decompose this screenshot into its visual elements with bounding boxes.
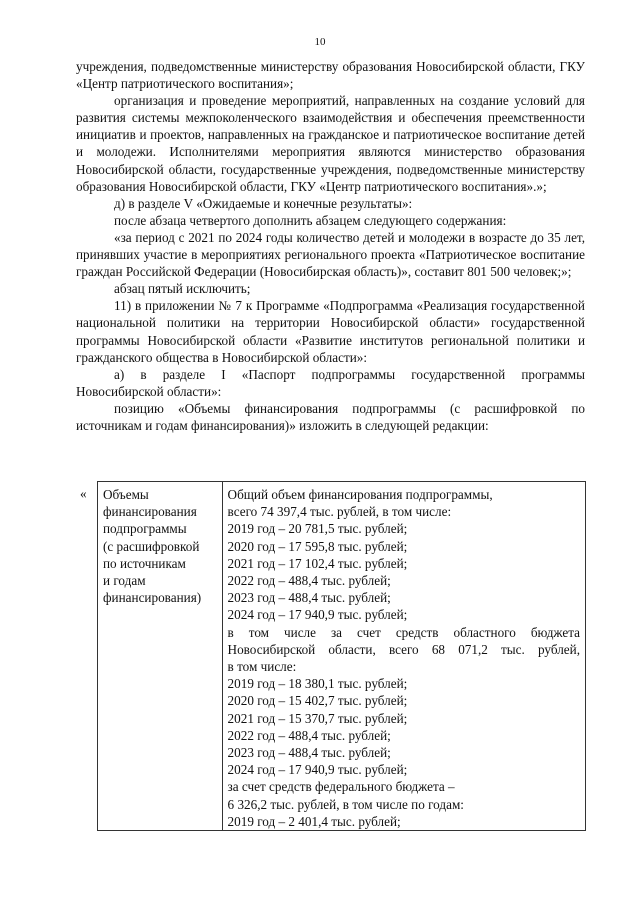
value-line: 2019 год – 2 401,4 тыс. рублей; [227, 813, 401, 829]
value-line: 2020 год – 15 402,7 тыс. рублей; [227, 693, 408, 709]
value-line: 2022 год – 488,4 тыс. рублей; [227, 727, 391, 743]
label-line: (с расшифровкой [103, 538, 200, 554]
value-line: 2024 год – 17 940,9 тыс. рублей; [227, 607, 408, 623]
opening-quote: « [80, 486, 87, 501]
value-line: 2021 год – 15 370,7 тыс. рублей; [227, 710, 408, 726]
value-line: за счет средств федерального бюджета – [227, 779, 455, 795]
value-line: 2019 год – 20 781,5 тыс. рублей; [227, 521, 408, 537]
value-line: Новосибирской области, всего 68 071,2 тыс. рублей, [227, 641, 580, 657]
value-line: 2023 год – 488,4 тыс. рублей; [227, 745, 391, 761]
value-line: 2024 год – 17 940,9 тыс. рублей; [227, 762, 408, 778]
value-line: в том числе: [227, 659, 297, 675]
value-line: 2019 год – 18 380,1 тыс. рублей; [227, 676, 408, 692]
document-body [76, 58, 585, 434]
financing-table [97, 481, 586, 831]
value-line: всего 74 397,4 тыс. рублей, в том числе: [227, 504, 452, 520]
label-line: Объемы [103, 487, 149, 502]
value-line: 2023 год – 488,4 тыс. рублей; [227, 590, 391, 606]
table-cell-value [222, 482, 585, 831]
value-line: 2021 год – 17 102,4 тыс. рублей; [227, 555, 408, 571]
value-line: 6 326,2 тыс. рублей, в том числе по годам: [227, 796, 464, 812]
paragraph: абзац пятый исключить; [114, 281, 251, 297]
paragraph: 11) в приложении № 7 к Программе «Подпрограмма «Реализация государственной национальной политики на территории Новосибирской области» государственной программы Новосибирской области «Развитие институтов региональной политики и гражданского общества в Новосибирской области»: [76, 298, 585, 365]
label-line: финансирования) [103, 590, 202, 606]
page-number: 10 [314, 36, 326, 48]
value-line: 2022 год – 488,4 тыс. рублей; [227, 573, 391, 589]
paragraph: д) в разделе V «Ожидаемые и конечные результаты»: [114, 195, 413, 211]
paragraph: а) в разделе I «Паспорт подпрограммы государственной программы Новосибирской области»: [76, 366, 585, 399]
table-cell-label [98, 482, 223, 831]
value-line: Общий объем финансирования подпрограммы, [227, 487, 493, 502]
label-line: и годам [103, 573, 146, 589]
value-line: 2020 год – 17 595,8 тыс. рублей; [227, 538, 408, 554]
paragraph: после абзаца четвертого дополнить абзацем следующего содержания: [114, 212, 507, 228]
paragraph: «за период с 2021 по 2024 годы количество детей и молодежи в возрасте до 35 лет, принявших участие в мероприятиях регионального проекта «Патриотическое воспитание граждан Российской Федерации (Новосибирская область)», составит 801 500 человек;»; [76, 229, 585, 280]
label-line: финансирования [103, 504, 197, 520]
paragraph: организация и проведение мероприятий, направленных на создание условий для развития системы межпоколенческого взаимодействия и обеспечения преемственности инициатив и проектов, направленных на гражданское и патриотическое воспитание детей и молодежи. Исполнителями мероприятия являются министерство образования Новосибирской области, государственные учреждения, подведомственные министерству образования Новосибирской области, ГКУ «Центр патриотического воспитания».»; [76, 93, 585, 194]
label-line: подпрограммы [103, 521, 187, 537]
label-line: по источникам [103, 555, 186, 571]
paragraph: позицию «Объемы финансирования подпрограммы (с расшифровкой по источникам и годам финансирования)» изложить в следующей редакции: [76, 400, 585, 433]
table-row [98, 482, 586, 831]
paragraph: учреждения, подведомственные министерству образования Новосибирской области, ГКУ «Центр патриотического воспитания»; [76, 59, 585, 92]
value-line: в том числе за счет средств областного бюджета [227, 624, 580, 640]
